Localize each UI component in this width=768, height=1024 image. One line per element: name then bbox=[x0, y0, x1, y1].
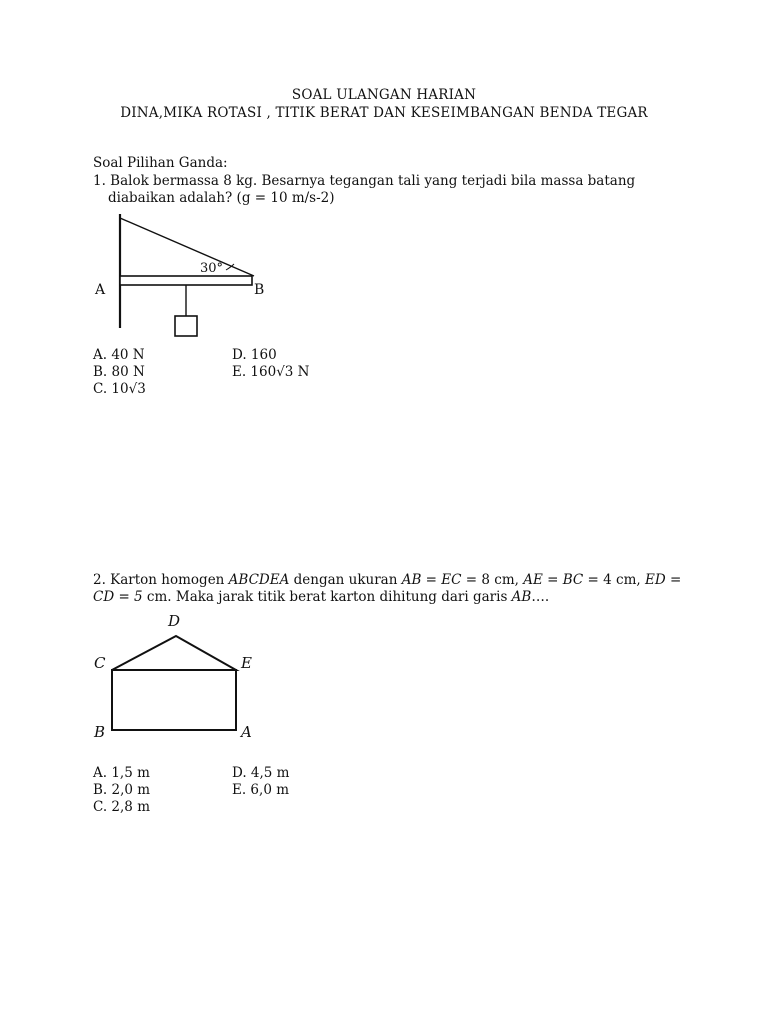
q1-figure bbox=[90, 212, 290, 340]
q2-rectangle bbox=[112, 670, 236, 730]
q2-option-b: B. 2,0 m bbox=[93, 782, 151, 798]
q1-label-a: A bbox=[95, 282, 106, 298]
q2-eq2: = bbox=[542, 572, 563, 588]
q2-option-d: D. 4,5 m bbox=[232, 765, 290, 781]
q2-label-d: D bbox=[168, 612, 181, 630]
q2-val1: = 8 cm, bbox=[461, 572, 524, 588]
q1-label-b: B bbox=[254, 282, 265, 298]
q2-tail: . Maka jarak titik berat karton dihitung dari garis bbox=[167, 589, 512, 605]
q1-text-line2: diabaikan adalah? (g = 10 m/s-2) bbox=[108, 190, 335, 206]
q2-option-c: C. 2,8 m bbox=[93, 799, 150, 815]
q2-prefix: 2. Karton homogen bbox=[93, 572, 229, 588]
q2-val3: = 5 bbox=[114, 589, 143, 605]
q2-triangle bbox=[112, 636, 236, 670]
q2-option-a: A. 1,5 m bbox=[93, 765, 150, 781]
q1-option-b: B. 80 N bbox=[93, 364, 145, 380]
q2-label-b: B bbox=[94, 723, 106, 741]
q1-rope bbox=[120, 218, 254, 276]
q2-ab: AB bbox=[401, 572, 422, 588]
q2-ed: ED bbox=[644, 572, 666, 588]
doc-title: SOAL ULANGAN HARIAN bbox=[291, 87, 477, 103]
q2-text-line1 bbox=[93, 572, 681, 588]
q2-val2: = 4 cm, bbox=[583, 572, 645, 588]
q2-label-c: C bbox=[94, 654, 106, 672]
q2-text-line2 bbox=[93, 589, 549, 605]
q1-beam bbox=[120, 276, 252, 285]
q2-ae: AE bbox=[523, 572, 543, 588]
q2-option-e: E. 6,0 m bbox=[232, 782, 289, 798]
q2-eq1: = bbox=[421, 572, 442, 588]
q1-option-a: A. 40 N bbox=[93, 347, 145, 363]
q1-option-d: D. 160 bbox=[232, 347, 277, 363]
section-label: Soal Pilihan Ganda: bbox=[93, 155, 228, 171]
q2-ab2: AB bbox=[511, 589, 532, 605]
q2-label-a: A bbox=[241, 723, 252, 741]
q2-bc: BC bbox=[562, 572, 584, 588]
q1-option-e: E. 160√3 N bbox=[232, 364, 310, 380]
q2-cd: CD bbox=[93, 589, 115, 605]
q1-text-line1: 1. Balok bermassa 8 kg. Besarnya tegangan tali yang terjadi bila massa batang bbox=[93, 173, 636, 189]
q2-figure bbox=[90, 606, 270, 746]
q1-option-c: C. 10√3 bbox=[93, 381, 146, 397]
q2-shape-name: ABCDEA bbox=[228, 572, 290, 588]
q2-cm: cm bbox=[142, 589, 168, 605]
q2-mid: dengan ukuran bbox=[289, 572, 402, 588]
q1-angle-label: 30° bbox=[200, 261, 224, 276]
doc-subtitle: DINA,MIKA ROTASI , TITIK BERAT DAN KESEIMBANGAN BENDA TEGAR bbox=[120, 105, 648, 121]
q1-block bbox=[175, 316, 197, 336]
q2-eq3: = bbox=[665, 572, 682, 588]
q2-ec: EC bbox=[441, 572, 462, 588]
q2-ellipsis: …. bbox=[531, 589, 550, 605]
q2-label-e: E bbox=[241, 654, 252, 672]
